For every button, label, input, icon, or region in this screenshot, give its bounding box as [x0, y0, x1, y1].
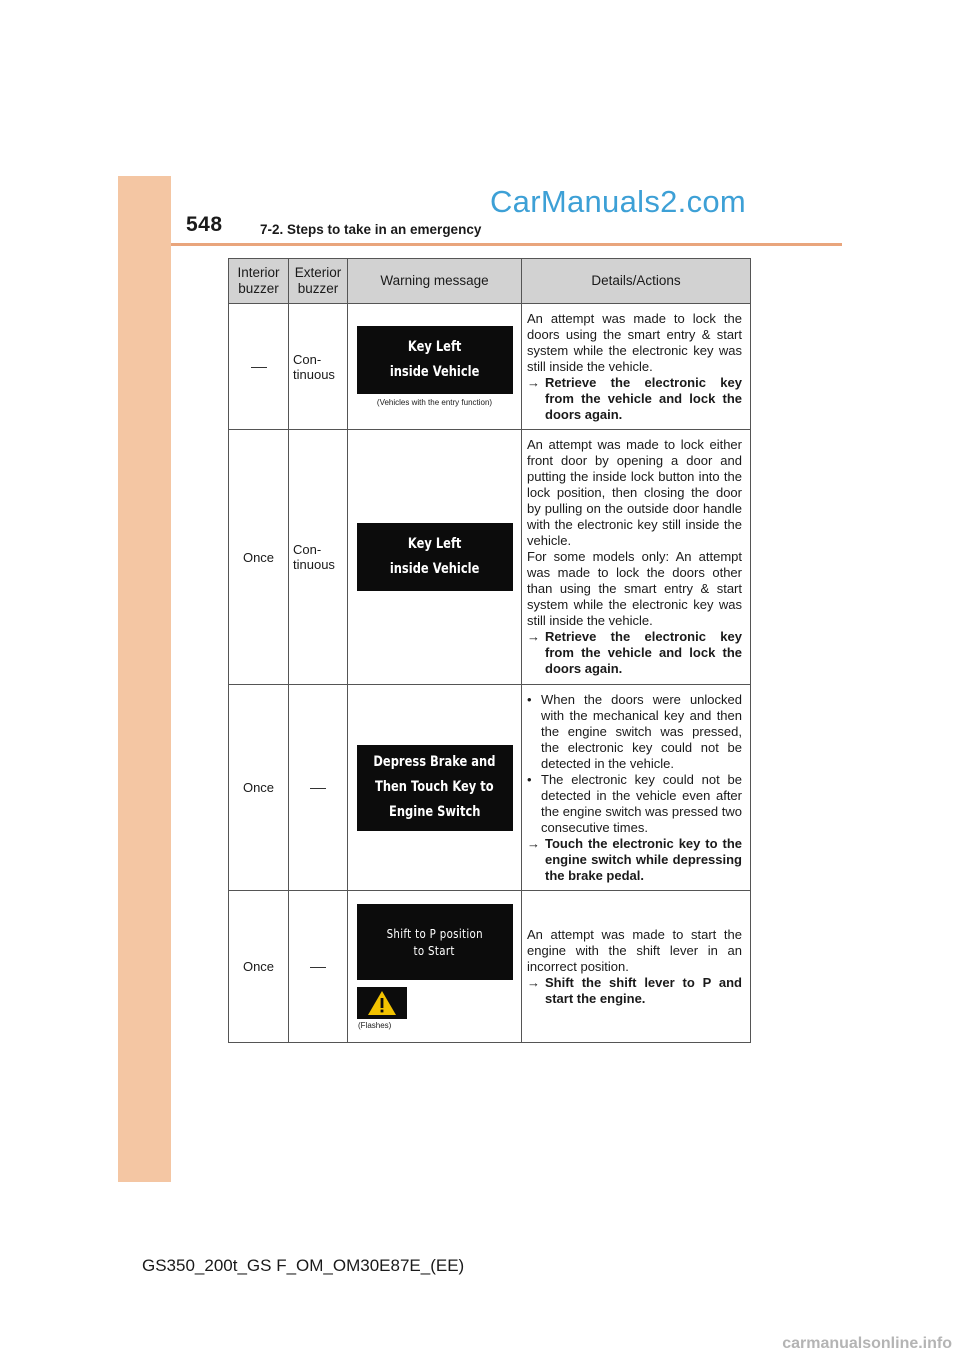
- depress-brake-display: [357, 745, 513, 831]
- interior-buzzer-cell: Once: [229, 430, 289, 685]
- table-header-row: [229, 259, 751, 304]
- display-line: inside Vehicle: [389, 561, 480, 577]
- section-title: 7-2. Steps to take in an emergency: [260, 222, 482, 237]
- display-line: inside Vehicle: [389, 364, 480, 380]
- action-line: [527, 836, 742, 884]
- details-cell: [522, 891, 751, 1043]
- key-left-display: [357, 523, 513, 591]
- display-line: Shift to P position: [386, 925, 483, 941]
- table-row: [229, 430, 751, 685]
- document-code: GS350_200t_GS F_OM_OM30E87E_(EE): [142, 1256, 465, 1275]
- action-line: [527, 629, 742, 677]
- warning-message-cell: [348, 304, 522, 430]
- bullet-mark: •: [527, 691, 532, 707]
- header-exterior-buzzer: Exterior buzzer: [289, 259, 348, 304]
- none-dash: [310, 967, 326, 968]
- display-line: Depress Brake and: [373, 754, 496, 770]
- interior-buzzer-cell: [229, 304, 289, 430]
- details-text: An attempt was made to lock the doors using the smart entry & start system while the electronic key was still inside the vehicle.: [527, 310, 742, 374]
- page-number: 548: [186, 213, 223, 236]
- flashes-note: (Flashes): [358, 1020, 392, 1030]
- warning-triangle-icon: [367, 990, 397, 1016]
- warning-message-cell: [348, 891, 522, 1043]
- exterior-buzzer-cell: Con- tinuous: [289, 430, 348, 685]
- header-warning-message: Warning message: [348, 259, 522, 304]
- action-text: Retrieve the electronic key from the vehicle and lock the doors again.: [545, 629, 742, 676]
- bullet-mark: •: [527, 771, 532, 787]
- warning-table: [228, 258, 751, 1043]
- details-cell: [522, 304, 751, 430]
- table-row: [229, 891, 751, 1043]
- arrow-icon: →: [527, 974, 540, 990]
- display-line: Engine Switch: [388, 804, 481, 820]
- bullet-text: The electronic key could not be detected in the vehicle even after the engine switch was pressed two consecutive times.: [541, 771, 742, 835]
- shift-to-p-display: [357, 904, 513, 980]
- none-dash: [251, 367, 267, 368]
- chapter-sidebar-tab: [118, 176, 171, 1182]
- display-line: Key Left: [407, 339, 462, 355]
- display-line: Key Left: [407, 536, 462, 552]
- details-text: An attempt was made to start the engine with the shift lever in an incorrect position.: [527, 926, 742, 974]
- exterior-buzzer-cell: [289, 891, 348, 1043]
- action-text: Touch the electronic key to the engine switch while depressing the brake pedal.: [545, 835, 742, 883]
- header-rule: [171, 243, 842, 246]
- exterior-buzzer-cell: Con- tinuous: [289, 304, 348, 430]
- display-note: (Vehicles with the entry function): [376, 398, 493, 407]
- header-details-actions: Details/Actions: [522, 259, 751, 304]
- none-dash: [310, 788, 326, 789]
- action-line: [527, 375, 742, 423]
- display-line: to Start: [413, 942, 456, 958]
- details-cell: [522, 685, 751, 891]
- interior-buzzer-cell: Once: [229, 891, 289, 1043]
- bullet-item: [527, 692, 742, 772]
- exterior-buzzer-cell: [289, 685, 348, 891]
- warning-message-cell: [348, 685, 522, 891]
- details-text-models: For some models only: An attempt was made to lock the doors other than using the smart entry & start system while the electronic key was still inside the vehicle.: [527, 549, 742, 628]
- table-row: [229, 304, 751, 430]
- table-row: [229, 685, 751, 891]
- arrow-icon: →: [527, 835, 540, 851]
- key-left-display: [357, 326, 513, 394]
- action-text: Retrieve the electronic key from the vehicle and lock the doors again.: [545, 374, 742, 422]
- action-line: [527, 975, 742, 1007]
- warning-light: [357, 987, 407, 1019]
- display-line: Then Touch Key to: [375, 779, 494, 795]
- arrow-icon: →: [527, 629, 540, 644]
- arrow-icon: →: [527, 374, 540, 390]
- bullet-item: [527, 772, 742, 836]
- action-text: Shift the shift lever to P and start the engine.: [545, 974, 742, 1006]
- warning-message-cell: [348, 430, 522, 685]
- interior-buzzer-cell: Once: [229, 685, 289, 891]
- details-cell: [522, 430, 751, 685]
- details-text: An attempt was made to lock either front door by opening a door and putting the inside lock button into the lock position, then closing the door by pulling on the outside door handle with the electronic key still inside the vehicle.: [527, 437, 742, 548]
- watermark-bottom: carmanualsonline.info: [782, 1335, 952, 1352]
- header-interior-buzzer: Interior buzzer: [229, 259, 289, 304]
- watermark-top: CarManuals2.com: [490, 184, 747, 219]
- bullet-text: When the doors were unlocked with the mechanical key and then the engine switch was pressed, the electronic key could not be detected in the vehicle.: [541, 691, 742, 771]
